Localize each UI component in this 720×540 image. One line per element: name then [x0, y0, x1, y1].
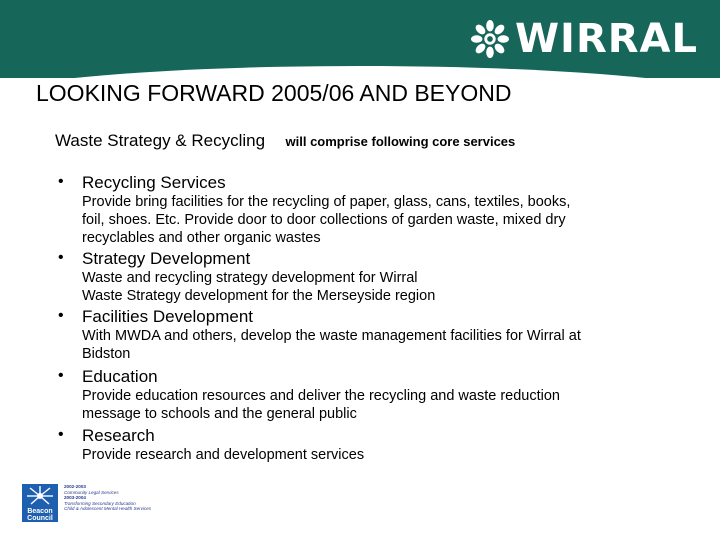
page-title: LOOKING FORWARD 2005/06 AND BEYOND [36, 80, 512, 106]
bullet-icon: • [58, 249, 64, 266]
beacon-logo-word: Beacon [27, 508, 53, 515]
award-line: Community Legal Services [64, 489, 119, 495]
service-heading: Education [82, 367, 158, 386]
services-list [58, 172, 678, 465]
award-line: Child & Adolescent Mental Health Services [64, 506, 152, 512]
service-item [58, 248, 678, 306]
description-line: Provide research and development services [82, 447, 365, 463]
intro-heading: Waste Strategy & Recycling [55, 131, 266, 150]
service-item [58, 172, 678, 248]
description-line: foil, shoes. Etc. Provide door to door collections of garden waste, mixed dry [82, 212, 566, 228]
description-line: Provide education resources and deliver the recycling and waste reduction [82, 388, 560, 404]
bullet-icon: • [58, 426, 64, 443]
service-heading: Strategy Development [82, 249, 251, 268]
beacon-council-badge [22, 484, 162, 524]
service-heading: Facilities Development [82, 307, 254, 326]
intro-line [55, 131, 515, 151]
description-line: Provide bring facilities for the recycling of paper, glass, cans, textiles, books, [82, 194, 571, 210]
award-line: 2002-2003 [64, 484, 86, 489]
brand-name: WIRRAL [514, 16, 698, 62]
council-logo-word: Council [27, 515, 53, 522]
service-heading: Research [82, 426, 155, 445]
bullet-icon: • [58, 307, 64, 324]
service-description [82, 269, 678, 305]
description-line: With MWDA and others, develop the waste management facilities for Wirral at [82, 328, 581, 344]
description-line: message to schools and the general public [82, 406, 357, 422]
service-description [82, 446, 678, 464]
description-line: Bidston [82, 346, 131, 362]
service-item [58, 306, 678, 366]
service-heading: Recycling Services [82, 173, 226, 192]
beacon-council-logo-icon [22, 484, 58, 522]
description-line: Waste and recycling strategy development for Wirral [82, 270, 418, 286]
description-line: Waste Strategy development for the Merseyside region [82, 288, 436, 304]
wirral-flower-logo-icon [471, 20, 509, 58]
wirral-brand [471, 14, 698, 64]
award-line: Transforming Secondary Education [64, 500, 136, 506]
description-line: recyclables and other organic wastes [82, 230, 321, 246]
award-line: 2003-2004 [64, 495, 86, 501]
service-description [82, 387, 678, 423]
service-item [58, 425, 678, 465]
beacon-award-text [64, 484, 151, 512]
bullet-icon: • [58, 367, 64, 384]
service-description [82, 193, 678, 247]
bullet-icon: • [58, 173, 64, 190]
intro-subtext: will comprise following core services [285, 134, 516, 149]
service-description [82, 327, 678, 363]
service-item [58, 366, 678, 425]
